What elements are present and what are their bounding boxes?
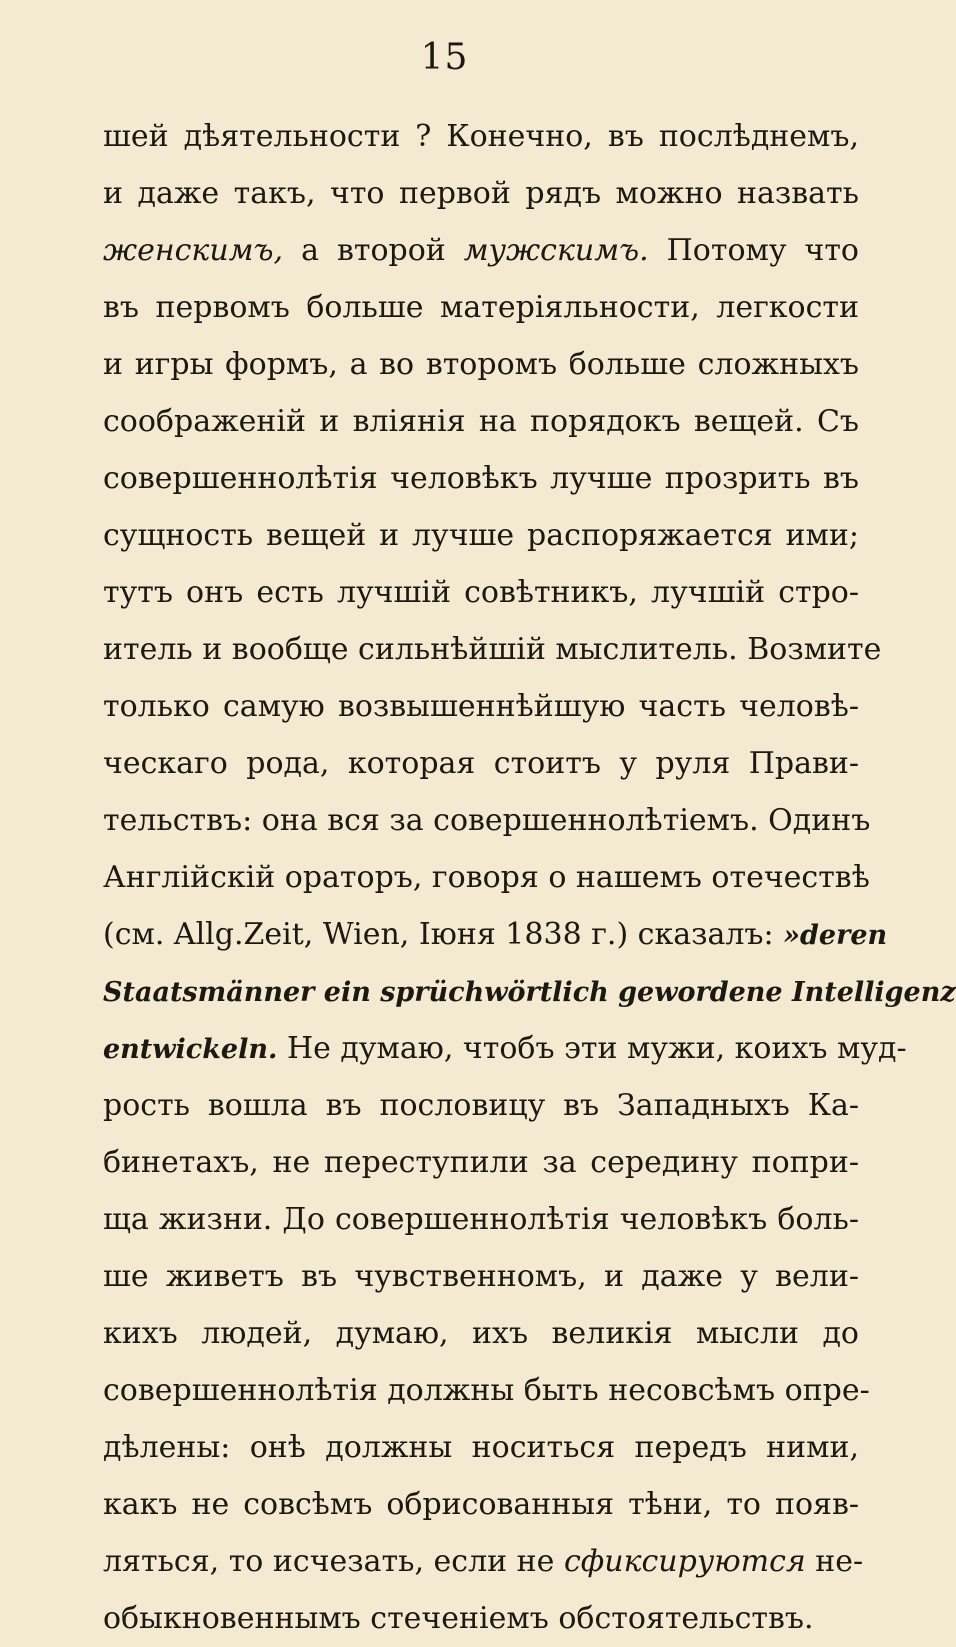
text-line [103,849,870,906]
emphasis-text: женскимъ, [103,233,284,268]
emphasis-text: сфиксируются [563,1544,806,1579]
text-segment: тутъ онъ есть лучшій совѣтникъ, лучшій стро- [103,575,859,610]
text-segment: въ первомъ больше матеріяльности, легкости [103,290,859,325]
text-line [103,1191,859,1248]
text-segment: ща жизни. До совершеннолѣтія человѣкъ боль- [103,1202,859,1237]
text-segment: какъ не совсѣмъ обрисованныя тѣни, то появ- [103,1487,859,1522]
text-segment: тельствъ: она вся за совершеннолѣтіемъ. Одинъ [103,803,871,838]
text-line [103,1533,864,1590]
emphasis-text: »deren [783,920,888,951]
text-line [103,963,956,1020]
text-line [103,165,859,222]
text-segment: шей дѣятельности ? Конечно, въ послѣднемъ, [103,119,859,154]
text-line [103,1476,859,1533]
text-segment: ше живетъ въ чувственномъ, и даже у вели- [103,1259,859,1294]
text-segment: соображеній и вліянія на порядокъ вещей. Съ [103,404,859,439]
text-line [103,450,859,507]
text-line [103,1362,870,1419]
text-line [103,564,859,621]
text-line [103,1077,859,1134]
text-segment: ляться, то исчезать, если не [103,1544,564,1579]
text-segment: совершеннолѣтія должны быть несовсѣмъ опре- [103,1373,870,1408]
text-segment: сущность вещей и лучше распоряжается ими; [103,518,859,553]
text-line [103,1305,859,1362]
text-line [103,1419,859,1476]
text-segment: бинетахъ, не переступили за середину попри- [103,1145,859,1180]
text-segment: а второй [283,233,464,268]
text-segment: и даже такъ, что первой рядъ можно назвать [103,176,859,211]
text-segment: и игры формъ, а во второмъ больше сложныхъ [103,347,859,382]
text-segment: не- [805,1544,864,1579]
text-line [103,1590,859,1647]
text-segment: Потому что [648,233,859,268]
text-segment: кихъ людей, думаю, ихъ великія мысли до [103,1316,859,1351]
text-segment: Англійскій ораторъ, говоря о нашемъ отечествѣ [103,860,870,895]
text-line [103,735,859,792]
text-segment: ческаго рода, которая стоитъ у руля Прави- [103,746,859,781]
text-line [103,108,859,165]
text-line [103,393,859,450]
text-segment: обыкновеннымъ стеченіемъ обстоятельствъ. [103,1601,814,1636]
text-segment: дѣлены: онѣ должны носиться передъ ними, [103,1430,859,1465]
text-line [103,1248,859,1305]
text-line [103,222,859,279]
text-line [103,621,882,678]
text-segment: совершеннолѣтія человѣкъ лучше прозрить въ [103,461,859,496]
text-line [103,1020,907,1077]
text-line [103,336,859,393]
emphasis-text: entwickeln. [103,1034,278,1065]
page-number: 15 [420,37,469,78]
text-line [103,507,859,564]
text-line [103,279,859,336]
text-segment: итель и вообще сильнѣйшій мыслитель. Возмите [103,632,882,667]
emphasis-text: мужскимъ. [463,233,649,268]
text-line [103,1134,859,1191]
text-line [103,678,859,735]
text-segment: только самую возвышеннѣйшую часть человѣ- [103,689,859,724]
text-segment: Не думаю, чтобъ эти мужи, коихъ муд- [277,1031,907,1066]
page-body-text [103,108,956,1647]
text-segment: (см. Allg.Zeit, Wien, Іюня 1838 г.) сказалъ: [103,917,784,952]
text-segment: рость вошла въ пословицу въ Западныхъ Ка- [103,1088,859,1123]
text-line [103,906,888,963]
text-line [103,792,871,849]
emphasis-text: Staatsmänner ein sprüchwörtlich gewordene Intelligenz [103,977,956,1008]
